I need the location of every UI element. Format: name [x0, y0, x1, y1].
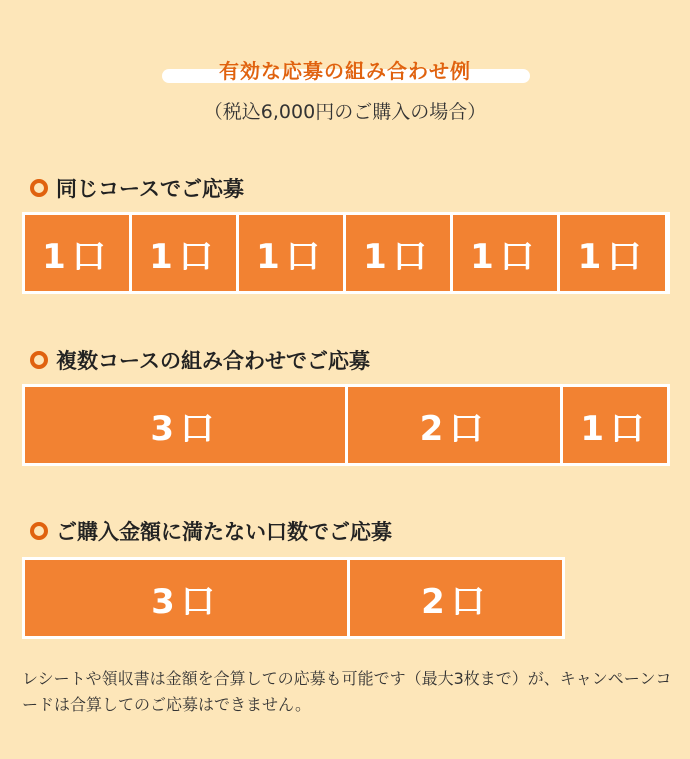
row-multiple-courses	[22, 384, 670, 466]
circle-icon	[30, 351, 48, 369]
circle-icon	[30, 179, 48, 197]
unit-cell: 1口	[346, 215, 450, 291]
unit-cell: 1口	[25, 215, 129, 291]
section-same-course-heading	[30, 173, 244, 203]
unit-cell: 3口	[25, 560, 347, 636]
page-subtitle: （税込6,000円のご購入の場合）	[203, 101, 487, 123]
row-under-amount	[22, 557, 565, 639]
unit-cell: 2口	[348, 387, 560, 463]
footnote: レシートや領収書は金額を合算しての応募も可能です（最大3枚まで）が、キャンペーンコードは合算してのご応募はできません。	[22, 669, 672, 714]
page-title: 有効な応募の組み合わせ例	[219, 59, 471, 83]
section-under-amount-heading	[30, 516, 392, 546]
circle-icon	[30, 522, 48, 540]
section-label: ご購入金額に満たない口数でご応募	[56, 520, 392, 544]
unit-cell: 1口	[563, 387, 667, 463]
unit-cell: 1口	[453, 215, 557, 291]
row-same-course	[22, 212, 670, 294]
section-label: 複数コースの組み合わせでご応募	[56, 349, 370, 373]
unit-cell: 1口	[239, 215, 343, 291]
unit-cell: 1口	[560, 215, 665, 291]
unit-cell: 1口	[132, 215, 236, 291]
unit-cell: 2口	[350, 560, 562, 636]
section-multiple-courses-heading	[30, 345, 370, 375]
section-label: 同じコースでご応募	[56, 177, 244, 201]
unit-cell: 3口	[25, 387, 345, 463]
